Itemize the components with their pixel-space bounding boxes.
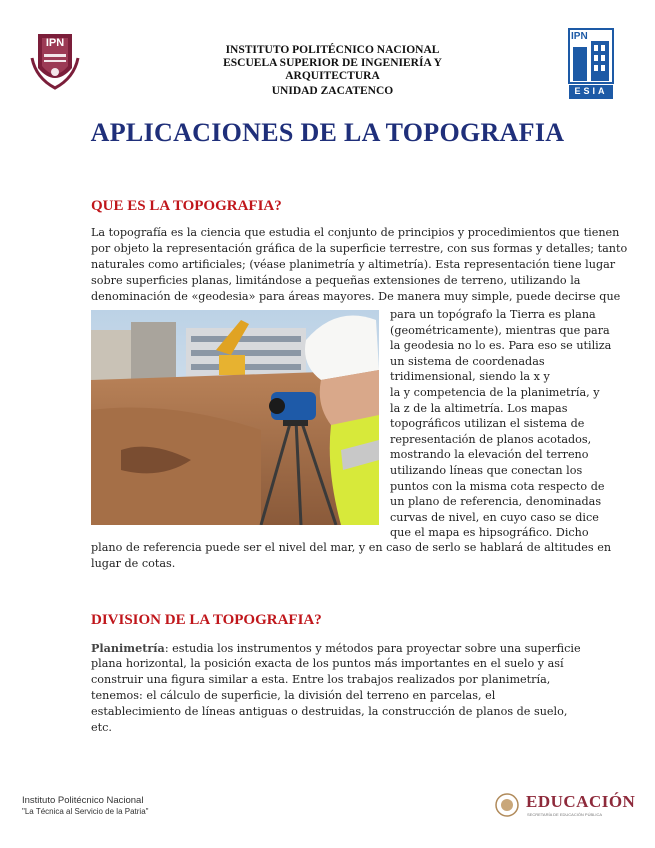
header-unidad: UNIDAD ZACATENCO bbox=[271, 85, 394, 97]
wrap-line: para un topógrafo la Tierra es plana bbox=[390, 308, 596, 321]
paragraph-line: lugar de cotas. bbox=[91, 557, 176, 570]
footer-ipn-motto: "La Técnica al Servicio de la Patria" bbox=[22, 807, 149, 816]
wrap-line: representación de planos acotados, bbox=[390, 432, 592, 446]
ipn-logo bbox=[30, 28, 80, 90]
paragraph-line: etc. bbox=[91, 721, 112, 734]
esia-logo bbox=[567, 27, 615, 101]
wrap-line: (geométricamente), mientras que para bbox=[390, 323, 610, 337]
wrap-line: un plano de referencia, denominadas bbox=[390, 495, 602, 509]
wrap-line: topográficos utilizan el sistema de bbox=[390, 417, 585, 431]
paragraph-line: construir una figura similar a esta. Entre los trabajos realizados por planimetría, bbox=[91, 673, 551, 686]
page-title: APLICACIONES DE LA TOPOGRAFIA bbox=[90, 118, 565, 147]
surveyor-photo bbox=[91, 310, 379, 525]
wrap-line: la geodesia no lo es. Para eso se utiliza bbox=[390, 339, 612, 353]
paragraph-line: sobre superficies planas, limitándose a pequeñas extensiones de terreno, utilizando la bbox=[91, 274, 581, 287]
paragraph-line: La topografía es la ciencia que estudia el conjunto de principios y procedimientos que tienen bbox=[91, 226, 620, 239]
wrap-line: la y competencia de la planimetría, y bbox=[390, 386, 600, 399]
wrap-line: tridimensional, siendo la x y bbox=[390, 370, 550, 384]
paragraph-line bbox=[91, 640, 581, 657]
paragraph-line: plana horizontal, la posición exacta de los puntos más importantes en el suelo y así bbox=[91, 657, 564, 670]
footer-ipn bbox=[22, 795, 148, 816]
paragraph-line: establecimiento de líneas antiguas o destruidas, la construcción de planos de suelo, bbox=[91, 705, 568, 718]
paragraph-line: naturales como artificiales; (véase planimetría y altimetría). Esta representación tiene lugar bbox=[91, 258, 616, 271]
header-line-1: INSTITUTO POLITÉCNICO NACIONAL bbox=[225, 44, 440, 56]
paragraph-line: denominación de «geodesia» para áreas mayores. De manera muy simple, puede decirse que bbox=[91, 290, 621, 303]
paragraph-line: tenemos: el cálculo de superficie, la división del terreno en parcelas, el bbox=[91, 689, 496, 702]
header-line-2: ESCUELA SUPERIOR DE INGENIERÍA Y bbox=[223, 57, 442, 69]
sep-seal-icon bbox=[494, 792, 520, 818]
wrap-line: puntos con la misma cota respecto de bbox=[390, 479, 605, 493]
wrap-line: que el mapa es hipsográfico. Dicho bbox=[390, 526, 589, 540]
wrap-line: curvas de nivel, en cuyo caso se dice bbox=[390, 510, 599, 524]
ipn-logo-text: IPN bbox=[45, 37, 65, 49]
wrap-line: utilizando líneas que conectan los bbox=[390, 464, 583, 477]
paragraph-line: plano de referencia puede ser el nivel del mar, y en caso de serlo se hablará de altitudes en bbox=[91, 541, 612, 554]
wrap-line: un sistema de coordenadas bbox=[390, 354, 545, 368]
section-heading-division: DIVISION DE LA TOPOGRAFIA? bbox=[91, 612, 322, 628]
footer-ipn-name: Instituto Politécnico Nacional bbox=[22, 795, 144, 806]
esia-logo-bottom-text: ESIA bbox=[574, 86, 608, 96]
wrap-line: mostrando la elevación del terreno bbox=[390, 448, 589, 462]
paragraph-line: por objeto la representación gráfica de la superficie terrestre, con sus formas y detalles; tanto bbox=[91, 242, 628, 255]
paragraph-text: : estudia los instrumentos y métodos para proyectar sobre una superficie bbox=[164, 642, 581, 655]
footer-sep-text: SECRETARÍA DE EDUCACIÓN PÚBLICA bbox=[527, 812, 603, 817]
header-line-3: ARQUITECTURA bbox=[285, 70, 380, 82]
esia-logo-top-text: IPN bbox=[571, 31, 588, 42]
wrap-line: la z de la altimetría. Los mapas bbox=[390, 401, 568, 415]
term-planimetria: Planimetría bbox=[91, 641, 165, 655]
footer-educacion-text: EDUCACIÓN bbox=[526, 792, 636, 811]
section-heading-que-es: QUE ES LA TOPOGRAFIA? bbox=[91, 198, 282, 214]
